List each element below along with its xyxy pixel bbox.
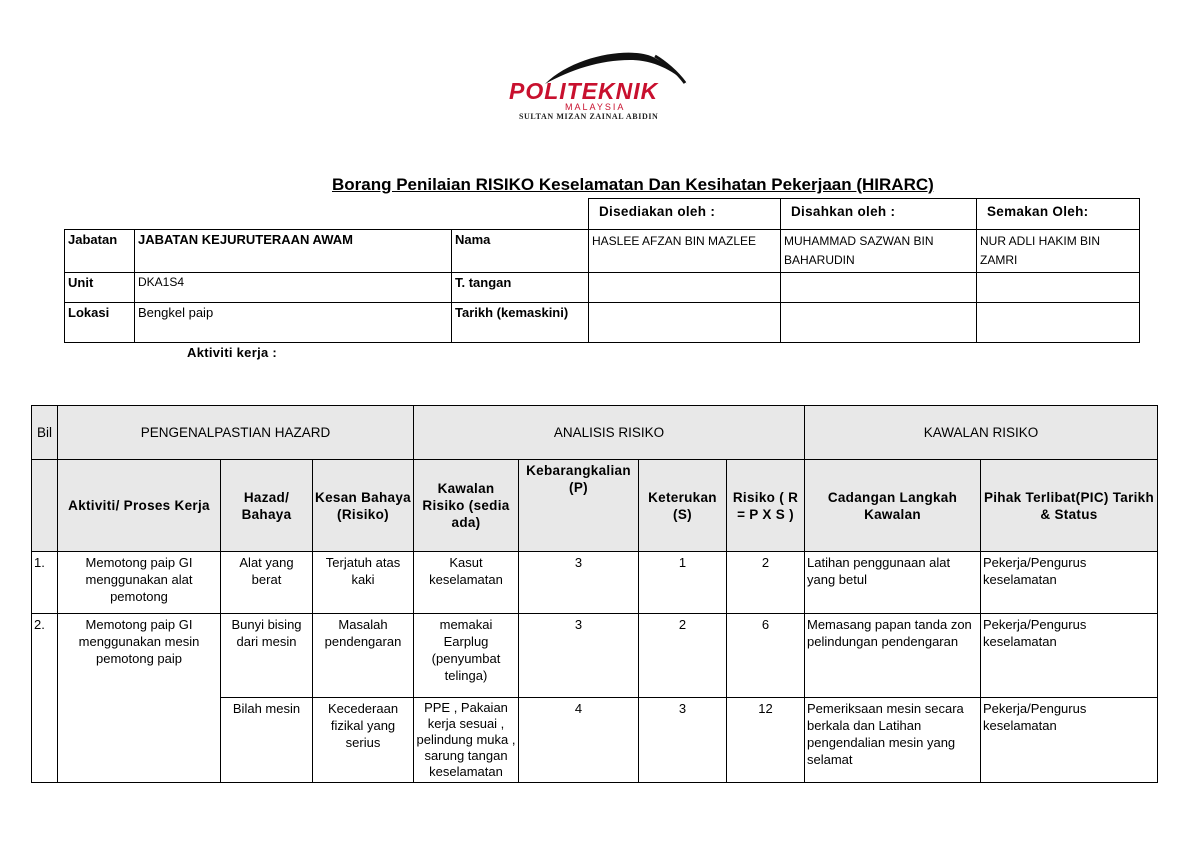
severity-cell: 3 <box>639 698 727 783</box>
approved-signature[interactable] <box>781 273 977 303</box>
existing-control-cell: memakai Earplug (penyumbat telinga) <box>414 614 519 698</box>
hazard-identification-header: PENGENALPASTIAN HAZARD <box>58 406 414 460</box>
polytechnic-logo <box>505 50 695 125</box>
effect-cell: Masalah pendengaran <box>313 614 414 698</box>
pic-cell: Pekerja/Pengurus keselamatan <box>981 698 1158 783</box>
checked-by-header: Semakan Oleh: <box>977 199 1140 230</box>
info-table <box>64 198 1140 343</box>
pic-cell: Pekerja/Pengurus keselamatan <box>981 614 1158 698</box>
risk-analysis-header: ANALISIS RISIKO <box>414 406 805 460</box>
severity-cell: 1 <box>639 552 727 614</box>
risk-cell: 2 <box>727 552 805 614</box>
hazard-cell: Alat yang berat <box>221 552 313 614</box>
approved-date[interactable] <box>781 303 977 343</box>
prepared-signature[interactable] <box>589 273 781 303</box>
likelihood-cell: 3 <box>519 614 639 698</box>
suggestion-cell: Latihan penggunaan alat yang betul <box>805 552 981 614</box>
activity-column-header: Aktiviti/ Proses Kerja <box>58 460 221 552</box>
form-title: Borang Penilaian RISIKO Keselamatan Dan Kesihatan Pekerjaan (HIRARC) <box>332 175 934 194</box>
logo-country: MALAYSIA <box>565 102 626 112</box>
approved-by-name: MUHAMMAD SAZWAN BIN BAHARUDIN <box>781 230 977 273</box>
bil-header: Bil <box>32 406 58 460</box>
name-label: Nama <box>452 230 589 273</box>
hazard-cell: Bunyi bising dari mesin <box>221 614 313 698</box>
location-label: Lokasi <box>65 303 135 343</box>
prepared-by-name: HASLEE AFZAN BIN MAZLEE <box>589 230 781 273</box>
checked-signature[interactable] <box>977 273 1140 303</box>
suggestion-cell: Memasang papan tanda zon pelindungan pendengaran <box>805 614 981 698</box>
prepared-date[interactable] <box>589 303 781 343</box>
existing-control-cell: PPE , Pakaian kerja sesuai , pelindung muka , sarung tangan keselamatan <box>414 698 519 783</box>
logo-name: POLITEKNIK <box>509 78 659 104</box>
department-label: Jabatan <box>65 230 135 273</box>
checked-date[interactable] <box>977 303 1140 343</box>
date-label: Tarikh (kemaskini) <box>452 303 589 343</box>
approved-by-header: Disahkan oleh : <box>781 199 977 230</box>
risk-column-header: Risiko ( R = P X S ) <box>727 460 805 552</box>
row-number <box>32 698 58 783</box>
suggestion-cell: Pemeriksaan mesin secara berkala dan Latihan pengendalian mesin yang selamat <box>805 698 981 783</box>
likelihood-column-header: Kebarangkalian (P) <box>519 460 639 552</box>
likelihood-cell: 3 <box>519 552 639 614</box>
department-value: JABATAN KEJURUTERAAN AWAM <box>135 230 452 273</box>
risk-cell: 6 <box>727 614 805 698</box>
table-row <box>32 614 1158 698</box>
severity-column-header: Keterukan (S) <box>639 460 727 552</box>
prepared-by-header: Disediakan oleh : <box>589 199 781 230</box>
risk-cell: 12 <box>727 698 805 783</box>
effect-cell: Terjatuh atas kaki <box>313 552 414 614</box>
unit-label: Unit <box>65 273 135 303</box>
effect-column-header: Kesan Bahaya (Risiko) <box>313 460 414 552</box>
work-activity-label: Aktiviti kerja : <box>187 345 278 360</box>
logo-campus: SULTAN MIZAN ZAINAL ABIDIN <box>519 112 659 121</box>
likelihood-cell: 4 <box>519 698 639 783</box>
existing-control-cell: Kasut keselamatan <box>414 552 519 614</box>
hazard-cell: Bilah mesin <box>221 698 313 783</box>
checked-by-name: NUR ADLI HAKIM BIN ZAMRI <box>977 230 1140 273</box>
severity-cell: 2 <box>639 614 727 698</box>
hazard-column-header: Hazad/ Bahaya <box>221 460 313 552</box>
location-value: Bengkel paip <box>135 303 452 343</box>
activity-cell: Memotong paip GI menggunakan alat pemotong <box>58 552 221 614</box>
existing-control-column-header: Kawalan Risiko (sedia ada) <box>414 460 519 552</box>
pic-column-header: Pihak Terlibat(PIC) Tarikh & Status <box>981 460 1158 552</box>
activity-cell <box>58 698 221 783</box>
signature-label: T. tangan <box>452 273 589 303</box>
effect-cell: Kecederaan fizikal yang serius <box>313 698 414 783</box>
risk-control-header: KAWALAN RISIKO <box>805 406 1158 460</box>
row-number: 1. <box>32 552 58 614</box>
suggestion-column-header: Cadangan Langkah Kawalan <box>805 460 981 552</box>
row-number: 2. <box>32 614 58 698</box>
hirarc-table <box>31 405 1158 783</box>
table-row <box>32 698 1158 783</box>
activity-cell: Memotong paip GI menggunakan mesin pemotong paip <box>58 614 221 698</box>
pic-cell: Pekerja/Pengurus keselamatan <box>981 552 1158 614</box>
table-row <box>32 552 1158 614</box>
unit-value: DKA1S4 <box>135 273 452 303</box>
